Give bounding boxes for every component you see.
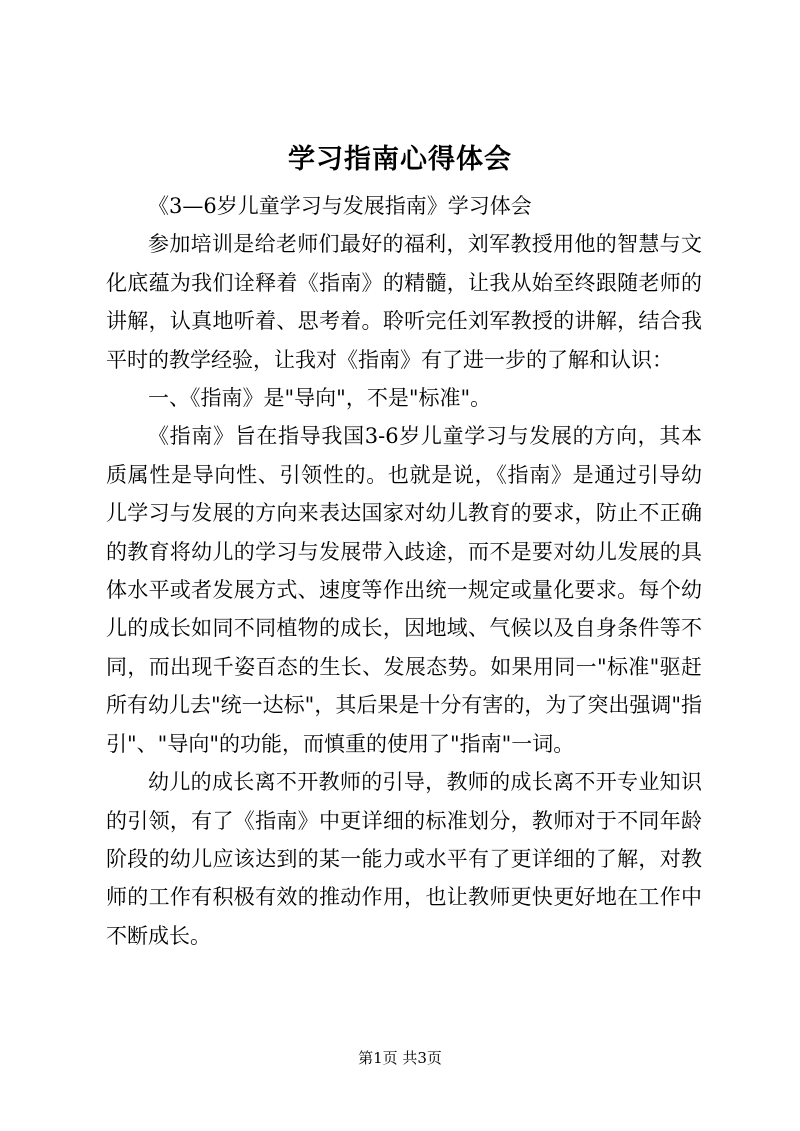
paragraph-teacher-growth: 幼儿的成长离不开教师的引导，教师的成长离不开专业知识的引领，有了《指南》中更详细的标准划分，教师对于不同年龄阶段的幼儿应该达到的某一能力或水平有了更详细的了解，对教师的工作有积极有效的推动作用，也让教师更快更好地在工作中不断成长。 [106, 770, 702, 948]
section-heading: 一、《指南》是"导向"，不是"标准"。 [148, 386, 492, 411]
paragraph-guide-nature: 《指南》旨在指导我国3-6岁儿童学习与发展的方向，其本质属性是导向性、引领性的。也就是说，《指南》是通过引导幼儿学习与发展的方向来表达国家对幼儿教育的要求，防止不正确的教育将幼儿的学习与发展带入歧途，而不是要对幼儿发展的具体水平或者发展方式、速度等作出统一规定或量化要求。每个幼儿的成长如同不同植物的成长，因地域、气候以及自身条件等不同，而出现千姿百态的生长、发展态势。如果用同一"标准"驱赶所有幼儿去"统一达标"，其后果是十分有害的，为了突出强调"指引"、"导向"的功能，而慎重的使用了"指南"一词。 [106, 424, 702, 756]
document-subtitle: 《3—6岁儿童学习与发展指南》学习体会 [148, 194, 532, 218]
page-footer: 第1页 共3页 [358, 1049, 442, 1067]
paragraph-intro: 参加培训是给老师们最好的福利，刘军教授用他的智慧与文化底蕴为我们诠释着《指南》的精髓，让我从始至终跟随老师的讲解，认真地听着、思考着。聆听完任刘军教授的讲解，结合我平时的教学经验，让我对《指南》有了进一步的了解和认识： [106, 232, 702, 372]
document-body [106, 187, 702, 955]
document-title: 学习指南心得体会 [288, 144, 512, 175]
